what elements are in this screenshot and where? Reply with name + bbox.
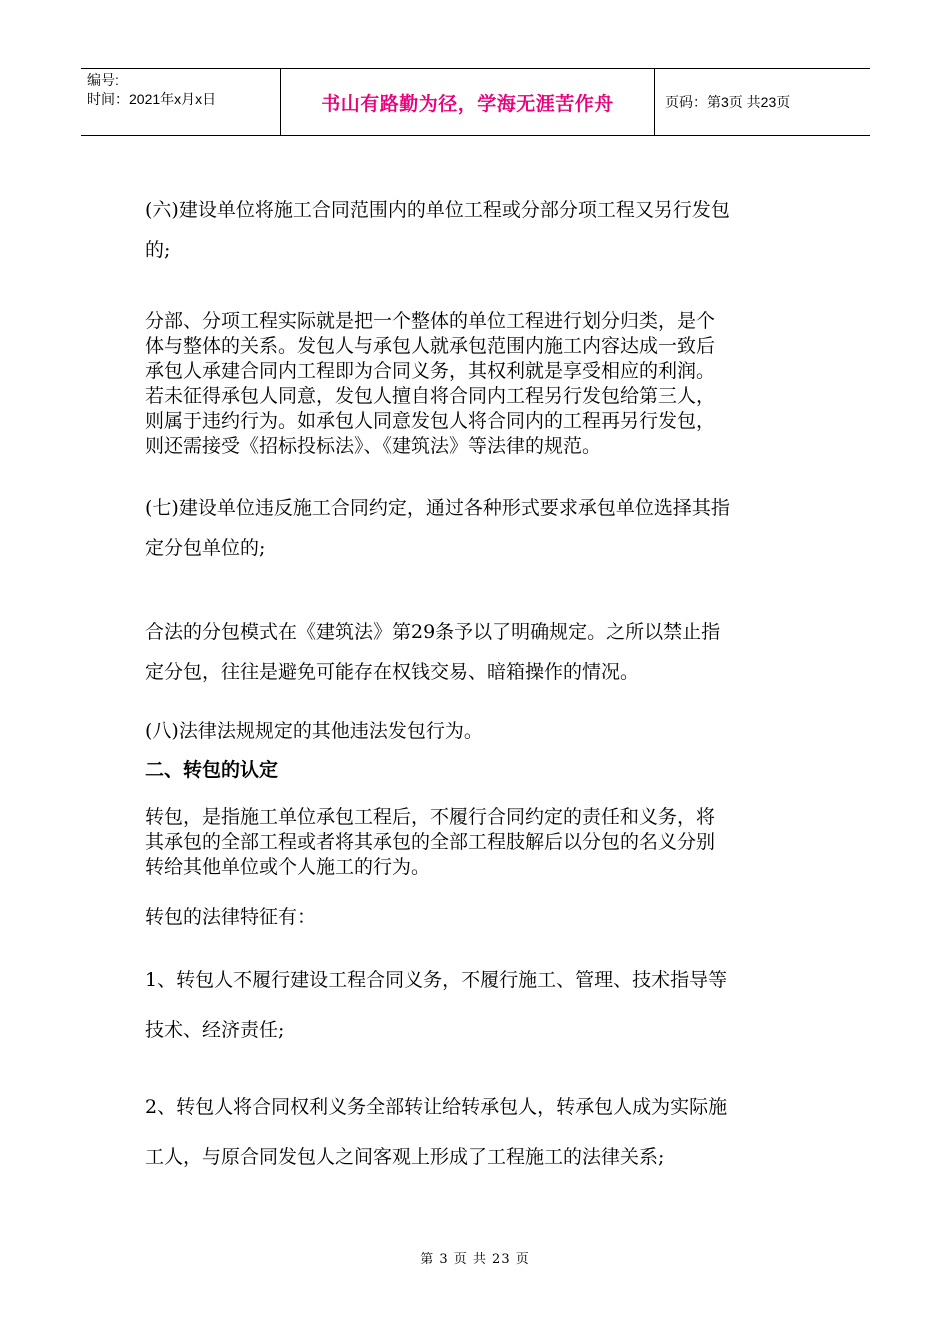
item-7-line-2: 定分包单位的; <box>145 537 266 559</box>
feature-1-line-1: 1、转包人不履行建设工程合同义务，不履行施工、管理、技术指导等 <box>145 969 728 991</box>
paragraph-line: 合法的分包模式在《建筑法》第29条予以了明确规定。之所以禁止指 <box>145 621 721 643</box>
page-footer <box>0 1248 950 1267</box>
paragraph-line: 转包的法律特征有： <box>145 906 317 928</box>
paragraph-subcontract-definition <box>145 805 810 880</box>
item-8-line: (八)法律法规规定的其他违法发包行为。 <box>145 720 483 742</box>
header-page-cell <box>655 69 870 135</box>
feature-2-line-1: 2、转包人将合同权利义务全部转让给转承包人，转承包人成为实际施 <box>145 1096 728 1118</box>
item-6-line-2: 的; <box>145 239 171 261</box>
paragraph-line: 转包，是指施工单位承包工程后，不履行合同约定的责任和义务，将 <box>145 806 716 828</box>
item-6-line-1: (六)建设单位将施工合同范围内的单位工程或分部分项工程又另行发包 <box>145 199 730 221</box>
paragraph-legal-subcontract <box>145 612 810 692</box>
paragraph-line: 体与整体的关系。发包人与承包人就承包范围内施工内容达成一致后 <box>145 335 716 357</box>
item-6-paragraph <box>145 190 810 270</box>
document-number-label: 编号: <box>87 72 119 88</box>
header-page-info: 页码：第3页 共23页 <box>665 94 791 110</box>
section-heading-text: 二、转包的认定 <box>145 759 279 781</box>
header-meta-cell <box>81 69 281 135</box>
page-number-footer: 第 3 页 共 23 页 <box>420 1252 530 1267</box>
document-time-label: 时间：2021年x月x日 <box>87 91 217 107</box>
header-motto-cell <box>281 69 655 135</box>
item-7-line-1: (七)建设单位违反施工合同约定，通过各种形式要求承包单位选择其指 <box>145 497 730 519</box>
document-header <box>81 68 870 136</box>
feature-2-line-2: 工人，与原合同发包人之间客观上形成了工程施工的法律关系; <box>145 1146 665 1168</box>
paragraph-division-explanation <box>145 309 810 459</box>
item-7-paragraph <box>145 488 810 568</box>
paragraph-line: 定分包，往往是避免可能存在权钱交易、暗箱操作的情况。 <box>145 661 640 683</box>
paragraph-line: 则属于违约行为。如承包人同意发包人将合同内的工程再另行发包， <box>145 410 716 432</box>
section-2-heading <box>145 758 810 783</box>
paragraph-line: 若未征得承包人同意，发包人擅自将合同内工程另行发包给第三人， <box>145 385 716 407</box>
paragraph-line: 承包人承建合同内工程即为合同义务，其权利就是享受相应的利润。 <box>145 360 716 382</box>
feature-2-paragraph <box>145 1082 810 1182</box>
item-8-paragraph <box>145 719 810 744</box>
paragraph-features-intro <box>145 905 810 930</box>
paragraph-line: 转给其他单位或个人施工的行为。 <box>145 856 431 878</box>
paragraph-line: 则还需接受《招标投标法》、《建筑法》等法律的规范。 <box>145 435 602 457</box>
feature-1-paragraph <box>145 955 810 1055</box>
feature-1-line-2: 技术、经济责任; <box>145 1019 285 1041</box>
header-motto: 书山有路勤为径，学海无涯苦作舟 <box>321 92 614 115</box>
paragraph-line: 分部、分项工程实际就是把一个整体的单位工程进行划分归类，是个 <box>145 310 716 332</box>
paragraph-line: 其承包的全部工程或者将其承包的全部工程肢解后以分包的名义分别 <box>145 831 716 853</box>
